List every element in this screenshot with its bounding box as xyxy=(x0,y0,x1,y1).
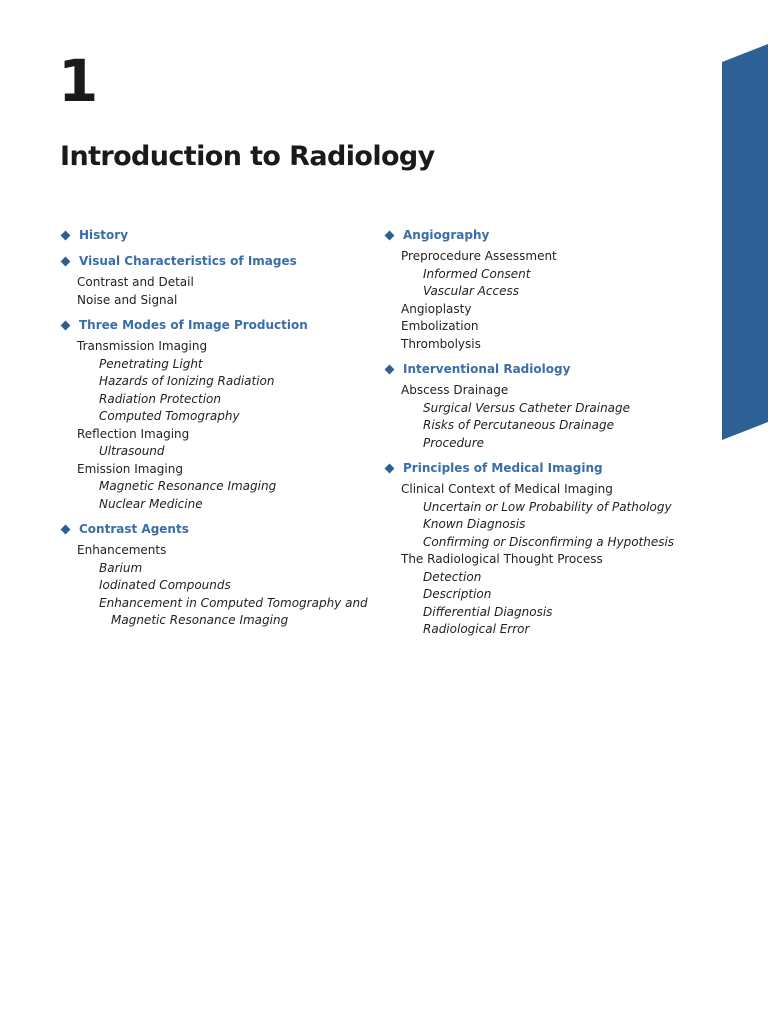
section-three-modes-of-image-production xyxy=(60,316,360,513)
section-heading-label: Contrast Agents xyxy=(79,521,189,536)
section-heading-label: Interventional Radiology xyxy=(403,361,571,376)
contents-left-column xyxy=(60,226,368,637)
subtopic-item: Uncertain or Low Probability of Pathology xyxy=(423,499,672,514)
section-heading-label: Visual Characteristics of Images xyxy=(79,253,297,268)
subtopic-item: Procedure xyxy=(423,435,485,450)
section-heading xyxy=(60,226,360,245)
section-history xyxy=(60,226,360,245)
topic-item: Clinical Context of Medical Imaging xyxy=(401,482,613,496)
section-heading xyxy=(60,252,360,271)
topic-item: Embolization xyxy=(401,319,479,333)
subtopic-item: Risks of Percutaneous Drainage xyxy=(423,418,614,432)
topic-item: Noise and Signal xyxy=(77,292,178,307)
subtopic-item: Iodinated Compounds xyxy=(99,578,231,592)
subtopic-item: Detection xyxy=(423,569,482,584)
subtopic-item: Radiation Protection xyxy=(99,391,221,406)
contents-right-column xyxy=(384,226,714,646)
section-heading-label: Three Modes of Image Production xyxy=(79,317,308,332)
topic-item: Transmission Imaging xyxy=(77,339,208,353)
section-principles-of-medical-imaging xyxy=(384,459,714,639)
topic-item: The Radiological Thought Process xyxy=(401,552,603,566)
topic-item: Abscess Drainage xyxy=(401,383,509,397)
topic-item: Angioplasty xyxy=(401,301,472,316)
section-visual-characteristics-of-images xyxy=(60,252,360,309)
subtopic-item: Known Diagnosis xyxy=(423,517,526,531)
section-heading-label: Angiography xyxy=(403,227,490,242)
topic-item: Preprocedure Assessment xyxy=(401,249,557,263)
subtopic-item: Description xyxy=(423,587,492,601)
diamond-bullet-icon xyxy=(385,365,395,375)
diamond-bullet-icon xyxy=(61,257,71,267)
subtopic-item: Informed Consent xyxy=(423,266,531,281)
chapter-side-tab xyxy=(722,0,768,1024)
section-interventional-radiology xyxy=(384,360,714,452)
topic-item: Emission Imaging xyxy=(77,461,183,476)
diamond-bullet-icon xyxy=(61,525,71,535)
section-heading xyxy=(60,316,360,335)
subtopic-item: Surgical Versus Catheter Drainage xyxy=(423,400,631,415)
subtopic-item: Magnetic Resonance Imaging xyxy=(111,613,289,627)
section-heading xyxy=(60,520,360,539)
subtopic-item: Magnetic Resonance Imaging xyxy=(99,479,277,493)
subtopic-item: Confirming or Disconfirming a Hypothesis xyxy=(423,534,675,549)
topic-item: Enhancements xyxy=(77,543,167,557)
section-heading xyxy=(384,360,714,379)
subtopic-item: Barium xyxy=(99,560,143,575)
chapter-number: 1 xyxy=(58,47,97,115)
section-contrast-agents xyxy=(60,520,368,630)
diamond-bullet-icon xyxy=(385,464,395,474)
subtopic-item: Enhancement in Computed Tomography and xyxy=(99,595,368,610)
subtopic-item: Nuclear Medicine xyxy=(99,496,203,511)
diamond-bullet-icon xyxy=(61,321,71,331)
subtopic-item: Differential Diagnosis xyxy=(423,604,553,619)
topic-item: Thrombolysis xyxy=(401,336,481,351)
section-angiography xyxy=(384,226,714,353)
section-heading-label: History xyxy=(79,227,129,242)
topic-item: Reflection Imaging xyxy=(77,426,190,441)
diamond-bullet-icon xyxy=(61,231,71,241)
topic-item: Contrast and Detail xyxy=(77,275,194,289)
section-heading-label: Principles of Medical Imaging xyxy=(403,460,603,475)
section-heading xyxy=(384,226,714,245)
section-heading xyxy=(384,459,714,478)
subtopic-item: Penetrating Light xyxy=(99,356,203,371)
subtopic-item: Computed Tomography xyxy=(99,409,240,423)
chapter-title: Introduction to Radiology xyxy=(60,141,435,172)
diamond-bullet-icon xyxy=(385,231,395,241)
subtopic-item: Vascular Access xyxy=(423,284,519,298)
subtopic-item: Hazards of Ionizing Radiation xyxy=(99,374,275,388)
subtopic-item: Ultrasound xyxy=(99,444,165,458)
subtopic-item: Radiological Error xyxy=(423,622,530,636)
